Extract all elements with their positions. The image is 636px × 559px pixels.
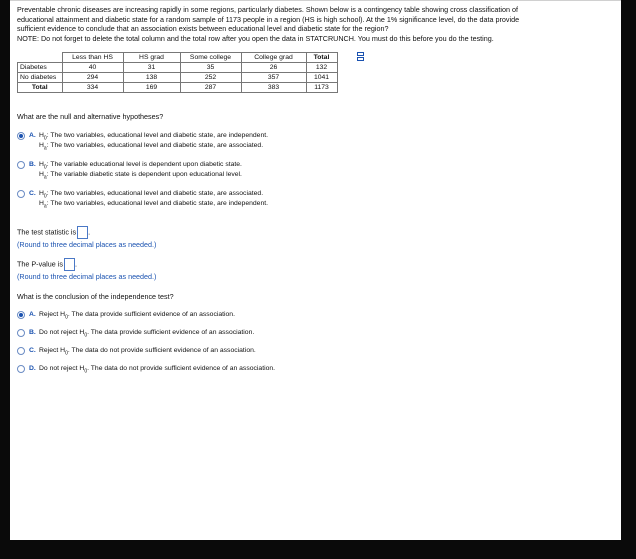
p-value-line: The P-value is . [17, 258, 77, 271]
option-text: Reject $H_0$. The data do not provide sufficient evidence of an association. [39, 347, 256, 357]
table-cell: 138 [123, 73, 180, 83]
conclusion-option-b[interactable] [17, 328, 577, 338]
conclusion-option-c[interactable] [17, 346, 577, 356]
option-text: Reject $H_0$. The data provide sufficient evidence of an association. [39, 311, 235, 321]
row-label: No diabetes [18, 73, 63, 83]
table-header: Less than HS [62, 53, 123, 63]
null-hypothesis: $H_0$: The two variables, educational level and diabetic state, are associated. [39, 190, 264, 200]
table-header: Total [306, 53, 337, 63]
conclusion-option-a[interactable] [17, 310, 577, 320]
p-value-input[interactable] [64, 258, 75, 271]
contingency-table [17, 52, 338, 93]
option-text: Do not reject $H_0$. The data do not provide sufficient evidence of an association. [39, 365, 276, 375]
option-letter: B. [29, 329, 36, 336]
table-header: HS grad [123, 53, 180, 63]
table-cell: 40 [62, 63, 123, 73]
radio-selected[interactable] [17, 311, 25, 319]
question-panel [10, 0, 621, 540]
table-row [18, 83, 338, 93]
problem-statement [17, 5, 611, 43]
intro-line-2: educational attainment and diabetic state for a random sample of 1173 people in a region (HS is high school). At the 1% significance level, do the data provide [17, 14, 520, 24]
table-cell: 287 [180, 83, 241, 93]
hypotheses-question: What are the null and alternative hypotheses? [17, 112, 164, 121]
table-cell: 31 [123, 63, 180, 73]
conclusion-option-d[interactable] [17, 364, 577, 374]
hypothesis-option-c[interactable] [17, 189, 577, 209]
test-statistic-label: The test statistic is [17, 227, 77, 237]
alt-hypothesis: $H_a$: The two variables, educational level and diabetic state, are associated. [39, 142, 264, 152]
table-header: College grad [241, 53, 306, 63]
table-cell: 1173 [306, 83, 337, 93]
table-cell: 26 [241, 63, 306, 73]
option-letter: C. [29, 347, 36, 354]
table-cell: 383 [241, 83, 306, 93]
table-cell: 132 [306, 63, 337, 73]
table-row [18, 63, 338, 73]
option-letter: A. [29, 311, 36, 318]
table-cell: 334 [62, 83, 123, 93]
intro-line-4: NOTE: Do not forget to delete the total column and the total row after you open the data in STATCRUNCH. You must do this before you do the testing. [17, 33, 494, 43]
data-popout-icon[interactable] [357, 52, 364, 63]
hypothesis-option-b[interactable] [17, 160, 577, 180]
radio-unselected[interactable] [17, 347, 25, 355]
alt-hypothesis: $H_a$: The variable diabetic state is dependent upon educational level. [39, 171, 242, 181]
table-corner [18, 53, 63, 63]
hypothesis-option-a[interactable] [17, 131, 577, 151]
radio-unselected[interactable] [17, 329, 25, 337]
table-cell: 169 [123, 83, 180, 93]
rounding-note: (Round to three decimal places as needed.) [17, 272, 157, 281]
rounding-note: (Round to three decimal places as needed.) [17, 240, 157, 249]
null-hypothesis: $H_0$: The two variables, educational level and diabetic state, are independent. [39, 132, 269, 142]
option-text: Do not reject $H_0$. The data provide sufficient evidence of an association. [39, 329, 255, 339]
option-letter: C. [29, 190, 36, 197]
row-label: Total [18, 83, 63, 93]
alt-hypothesis: $H_a$: The two variables, educational level and diabetic state, are independent. [39, 200, 269, 210]
option-letter: A. [29, 132, 36, 139]
null-hypothesis: $H_0$: The variable educational level is dependent upon diabetic state. [39, 161, 242, 171]
table-cell: 252 [180, 73, 241, 83]
table-header: Some college [180, 53, 241, 63]
panel-top-border [10, 0, 621, 1]
radio-unselected[interactable] [17, 365, 25, 373]
table-cell: 1041 [306, 73, 337, 83]
p-value-label: The P-value is [17, 259, 63, 269]
test-statistic-input[interactable] [77, 226, 88, 239]
table-row [18, 73, 338, 83]
intro-line-3: sufficient evidence to conclude that an association exists between educational level and diabetic state for the region? [17, 24, 389, 34]
table-cell: 357 [241, 73, 306, 83]
radio-selected[interactable] [17, 132, 25, 140]
table-header-row [18, 53, 338, 63]
intro-line-1: Preventable chronic diseases are increasing rapidly in some regions, particularly diabetes. Shown below is a contingency table showing cross classification of [17, 5, 518, 14]
test-statistic-line: The test statistic is . [17, 226, 90, 239]
option-letter: D. [29, 365, 36, 372]
table-cell: 35 [180, 63, 241, 73]
table-cell: 294 [62, 73, 123, 83]
radio-unselected[interactable] [17, 161, 25, 169]
radio-unselected[interactable] [17, 190, 25, 198]
option-letter: B. [29, 161, 36, 168]
row-label: Diabetes [18, 63, 63, 73]
conclusion-question: What is the conclusion of the independence test? [17, 292, 174, 301]
